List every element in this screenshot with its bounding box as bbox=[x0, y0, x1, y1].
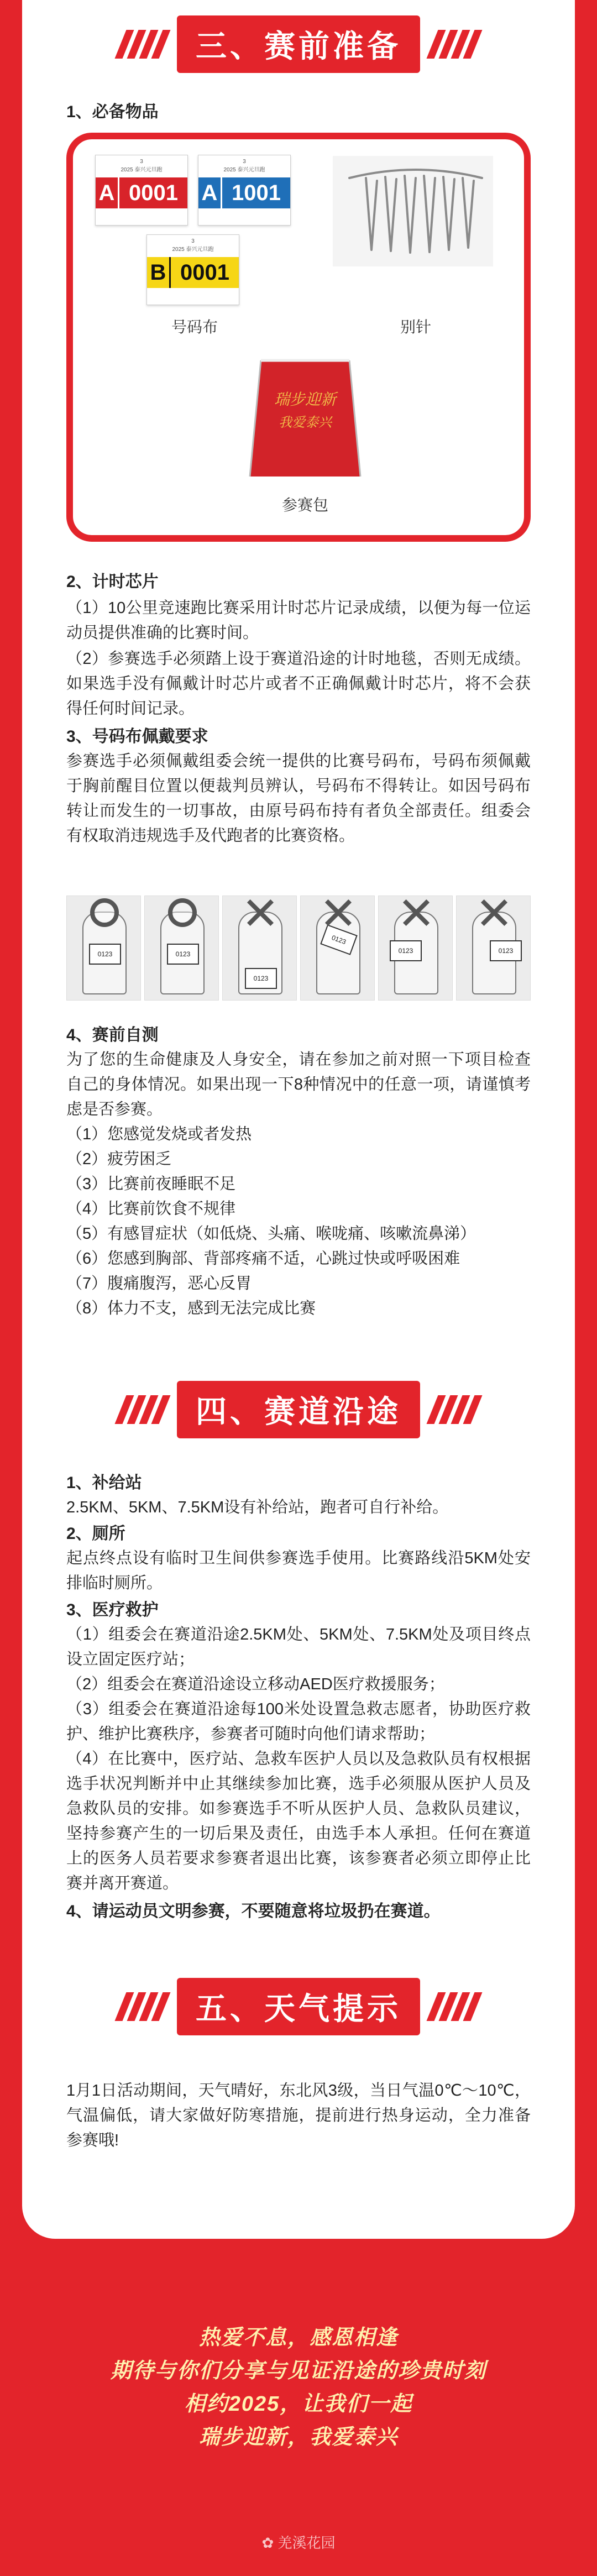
list-item: （2）疲劳困乏 bbox=[66, 1150, 172, 1168]
bib-rules-title: 3、号码布佩戴要求 bbox=[66, 727, 208, 746]
list-item: （5）有感冒症状（如低烧、头痛、喉咙痛、咳嗽流鼻涕） bbox=[66, 1225, 476, 1243]
pin-caption: 别针 bbox=[400, 318, 431, 336]
slogan-line: 期待与你们分享与见证沿途的珍贵时刻 bbox=[110, 2359, 486, 2383]
slogan-line: 相约2025，让我们一起 bbox=[184, 2392, 413, 2416]
list-item: （4）比赛前饮食不规律 bbox=[66, 1200, 236, 1218]
correct-icon bbox=[90, 898, 119, 927]
section-title: 五、天气提示 bbox=[177, 1978, 420, 2035]
slashes-left bbox=[121, 1395, 165, 1424]
svg-text:瑞步迎新: 瑞步迎新 bbox=[274, 390, 337, 409]
slogan-line: 热爱不息，感恩相逢 bbox=[198, 2326, 398, 2349]
race-bib: 3 2025 泰兴元旦跑 B 0001 bbox=[146, 234, 239, 305]
self-check-title: 4、赛前自测 bbox=[66, 1026, 159, 1044]
chip-title: 2、计时芯片 bbox=[66, 573, 159, 591]
list-item: （6）您感到胸部、背部疼痛不适，心跳过快或呼吸困难 bbox=[66, 1250, 460, 1268]
toilet-paragraph: 起点终点设有临时卫生间供参赛选手使用。比赛路线沿5KM处安排临时厕所。 bbox=[66, 1549, 531, 1592]
list-item: （8）体力不支，感到无法完成比赛 bbox=[66, 1300, 316, 1317]
race-bib: 3 2025 泰兴元旦跑 A 1001 bbox=[198, 155, 291, 226]
wrong-icon bbox=[324, 898, 353, 927]
chip-paragraph-2: （2）参赛选手必须踏上设于赛道沿途的计时地毯，否则无成绩。如果选手没有佩戴计时芯片或者不正确佩戴计时芯片，将不会获得任何时间记录。 bbox=[66, 650, 531, 718]
wear-example: 0123 bbox=[300, 896, 375, 1001]
wear-example: 0123 bbox=[222, 896, 297, 1001]
list-item: （7）腹痛腹泻，恶心反胃 bbox=[66, 1275, 252, 1292]
wrong-icon bbox=[402, 898, 431, 927]
litter-note: 4、请运动员文明参赛，不要随意将垃圾扔在赛道。 bbox=[66, 1902, 441, 1920]
slashes-right bbox=[432, 1395, 476, 1424]
materials-frame bbox=[66, 133, 531, 542]
wear-example: 0123 bbox=[144, 896, 219, 1001]
slashes-right bbox=[432, 30, 476, 59]
svg-text:我爱泰兴: 我爱泰兴 bbox=[279, 415, 332, 430]
slashes-right bbox=[432, 1992, 476, 2021]
list-item: （2）组委会在赛道沿途设立移动AED医疗救援服务； bbox=[66, 1676, 445, 1693]
self-check-list bbox=[66, 1122, 531, 1321]
slashes-left bbox=[121, 30, 165, 59]
bib-wear-examples bbox=[66, 896, 531, 1001]
safety-pins-image bbox=[333, 156, 493, 266]
wear-example: 0123 bbox=[378, 896, 453, 1001]
list-item: （3）组委会在赛道沿途每100米处设置急救志愿者，协助医疗救护、维护比赛秩序，参赛者可随时向他们请求帮助； bbox=[66, 1700, 531, 1743]
logo-icon: ✿ bbox=[261, 2535, 278, 2551]
race-bag-image bbox=[239, 344, 371, 488]
weather-paragraph: 1月1日活动期间，天气晴好，东北风3级，当日气温0℃～10℃，气温偏低，请大家做好防寒措施，提前进行热身运动，全力准备参赛哦! bbox=[66, 2082, 531, 2149]
medical-title: 3、医疗救护 bbox=[66, 1601, 159, 1619]
chip-paragraph-1: （1）10公里竞速跑比赛采用计时芯片记录成绩，以便为每一位运动员提供准确的比赛时间。 bbox=[66, 599, 531, 642]
list-item: （1）您感觉发烧或者发热 bbox=[66, 1125, 252, 1143]
section-heading-weather bbox=[0, 1968, 597, 2045]
list-item: （4）在比赛中，医疗站、急救车医护人员以及急救队员有权根据选手状况判断并中止其继续参加比赛，选手必须服从医护人员及急救队员的安排。如参赛选手不听从医护人员、急救队员建议，坚持参赛产生的一切后果及责任，由选手本人承担。任何在赛道上的医务人员若要求参赛者退出比赛，该参赛者必须立即停止比赛并离开赛道。 bbox=[66, 1750, 531, 1892]
section-title: 三、赛前准备 bbox=[177, 15, 420, 73]
wrong-icon bbox=[480, 898, 509, 927]
bag-caption: 参赛包 bbox=[281, 496, 328, 514]
race-bib: 3 2025 泰兴元旦跑 A 0001 bbox=[95, 155, 188, 226]
slogan-line: 瑞步迎新，我爱泰兴 bbox=[198, 2426, 398, 2449]
items-title: 1、必备物品 bbox=[66, 103, 159, 121]
slashes-left bbox=[121, 1992, 165, 2021]
self-check-paragraph: 为了您的生命健康及人身安全，请在参加之前对照一下项目检查自己的身体情况。如果出现一下8种情况中的任意一项，请谨慎考虑是否参赛。 bbox=[66, 1051, 531, 1118]
section-heading-prep bbox=[0, 6, 597, 83]
toilet-title: 2、厕所 bbox=[66, 1525, 125, 1543]
bib-rules-paragraph: 参赛选手必须佩戴组委会统一提供的比赛号码布，号码布须佩戴于胸前醒目位置以便裁判员辨认，号码布不得转让。如因号码布转让而发生的一切事故，由原号码布持有者负全部责任。组委会有权取消违规选手及代跑者的比赛资格。 bbox=[66, 752, 531, 845]
supply-title: 1、补给站 bbox=[66, 1474, 142, 1492]
watermark-logo: ✿ 羌溪花园 bbox=[261, 2535, 336, 2551]
bib-caption: 号码布 bbox=[171, 318, 218, 336]
medical-list bbox=[66, 1622, 531, 1896]
list-item: （3）比赛前夜睡眠不足 bbox=[66, 1175, 236, 1193]
list-item: （1）组委会在赛道沿途2.5KM处、5KM处、7.5KM处及项目终点设立固定医疗站； bbox=[66, 1626, 531, 1668]
wear-example: 0123 bbox=[66, 896, 141, 1001]
correct-icon bbox=[168, 898, 197, 927]
supply-paragraph: 2.5KM、5KM、7.5KM设有补给站，跑者可自行补给。 bbox=[66, 1499, 449, 1516]
wear-example: 0123 bbox=[456, 896, 531, 1001]
wrong-icon bbox=[246, 898, 275, 927]
section-title: 四、赛道沿途 bbox=[177, 1381, 420, 1438]
section-heading-route bbox=[0, 1371, 597, 1448]
